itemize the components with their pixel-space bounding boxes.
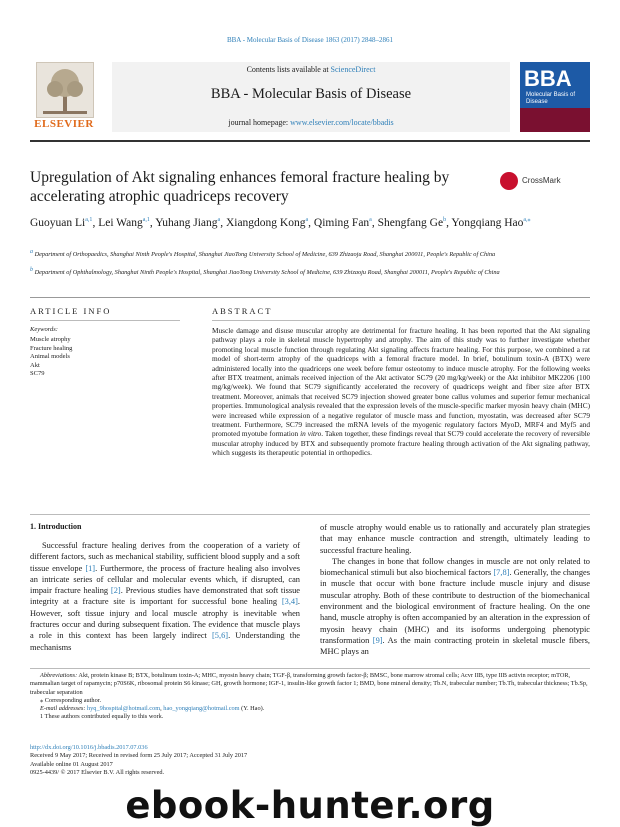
abstract-heading: ABSTRACT bbox=[212, 306, 273, 316]
contents-prefix: Contents lists available at bbox=[246, 65, 331, 74]
intro-left-column bbox=[30, 540, 300, 653]
abstract-text: Muscle damage and disuse muscular atrophy are detrimental for fracture healing. It has been reported that the Akt signaling pathway plays a role in skeletal muscle hypertrophy and atrophy. The aim of this study was to further investigate whether promoting local muscle function through regulating Akt signaling affects fracture healing. For this purpose, we combined a rat model of short-term atrophy of the quadriceps with a femoral fracture model. In brief, botulinum toxin-A (BTX) were administered locally into the quadriceps one week before femur osteotomy to induce muscle atrophy. For the following weeks after BTX treatment, animals received injection of the Akt activator SC79 (20 mg/kg/week) or the Akt inhibitor MK2206 (100 mg/kg/week). We found that SC79 significantly accelerated the recovery of quadriceps weight and fiber size after BTX treatment. Moreover, animals that received SC79 injection showed greater bone callus volumes and superior femur mechanical properties. Immunological analysis revealed that the expression levels of the muscle-specific marker myosin heavy chain (MHC) were increased while expression of a negative regulator of muscle mass and function, myostatin, was decreased after SC79 treatment. Furthermore, SC79 increased the mRNA levels of the myogenic regulatory factors MyoD, MRF4 and Myf5 and promoted myotube formation in vitro. Taken together, these findings reveal that SC79 could accelerate the recovery of reversible muscular atrophy induced by BTX and subsequently promote fracture healing through activation of the Akt signaling pathway, which suggests its therapeutic potential in orthopedics. bbox=[212, 326, 590, 458]
affiliation-b: $^b$ Department of Ophthalmology, Shanghai Ninth People's Hospital, Shanghai JiaoTong University School of Medicine, 639 Zhizaoju Road, Shanghai 200011, People's Republic of China bbox=[30, 267, 500, 277]
sciencedirect-link[interactable]: ScienceDirect bbox=[330, 65, 376, 74]
author[interactable]: Yongqiang Hao$^{a,⁎}$ bbox=[451, 216, 531, 229]
footnotes bbox=[30, 672, 590, 722]
article-title: Upregulation of Akt signaling enhances femoral fracture healing by accelerating atrophic quadriceps recovery bbox=[30, 169, 450, 205]
citation-ref[interactable]: [3,4] bbox=[281, 597, 298, 607]
intro-right-column bbox=[320, 522, 590, 658]
header-divider bbox=[30, 140, 590, 142]
article-info-heading: ARTICLE INFO bbox=[30, 306, 112, 316]
crossmark-badge[interactable] bbox=[500, 172, 590, 192]
affiliation-a: $^a$ Department of Orthopaedics, Shanghai Ninth People's Hospital, Shanghai JiaoTong University School of Medicine, 639 Zhizaoju Road, Shanghai 200011, People's Republic of China bbox=[30, 249, 496, 259]
publisher-wordmark: ELSEVIER bbox=[34, 118, 94, 130]
author[interactable]: Yuhang Jiang$^a$, bbox=[155, 216, 226, 229]
keyword: SC79 bbox=[30, 370, 45, 378]
email-link[interactable]: hyq_9hospital@hotmail.com bbox=[87, 705, 161, 713]
keyword: Akt bbox=[30, 361, 40, 369]
cover-graphic bbox=[520, 108, 590, 132]
citation-ref[interactable]: [2] bbox=[110, 586, 121, 596]
author[interactable]: Qiming Fan$^a$, bbox=[313, 216, 378, 229]
publication-info bbox=[30, 744, 330, 777]
keywords-divider bbox=[30, 320, 180, 321]
citation-ref[interactable]: [7,8] bbox=[493, 568, 510, 578]
copyright: 0925-4439/ © 2017 Elsevier B.V. All rights reserved. bbox=[30, 768, 165, 776]
cover-subtitle: Molecular Basis of Disease bbox=[526, 92, 576, 105]
contents-line bbox=[112, 65, 510, 74]
affiliation-divider bbox=[30, 297, 590, 298]
equal-contribution-footnote: 1 These authors contributed equally to this work. bbox=[40, 713, 164, 721]
email-footnote: E-mail addresses: hyq_9hospital@hotmail.com, hao_yongqiang@hotmail.com (Y. Hao). bbox=[40, 705, 265, 713]
journal-cover-image bbox=[520, 62, 590, 132]
corresponding-footnote: ⁎ Corresponding author. bbox=[40, 696, 102, 704]
masthead-center bbox=[112, 62, 510, 132]
author[interactable]: Xiangdong Kong$^a$, bbox=[225, 216, 314, 229]
citation-ref[interactable]: [9] bbox=[372, 635, 383, 645]
footnote-divider bbox=[30, 668, 590, 669]
crossmark-icon bbox=[500, 172, 518, 190]
received-dates: Received 9 May 2017; Received in revised form 25 July 2017; Accepted 31 July 2017 bbox=[30, 752, 248, 760]
abstract-divider bbox=[212, 320, 590, 321]
email-link[interactable]: hao_yongqiang@hotmail.com bbox=[163, 705, 240, 713]
intro-paragraph: of muscle atrophy would enable us to rationally and accurately plan strategies that may enhance muscle contraction and strength, ultimately leading to successful fracture healing. bbox=[320, 523, 590, 555]
online-date: Available online 01 August 2017 bbox=[30, 760, 113, 768]
journal-masthead bbox=[30, 62, 590, 132]
elsevier-logo bbox=[30, 62, 98, 132]
citation-ref[interactable]: [1] bbox=[85, 563, 96, 573]
intro-paragraph: Successful fracture healing derives from the cooperation of a variety of different factors, such as mechanical stability, sufficient blood supply and a soft tissue envelope [1]. Furthermore, the process of fracture healing also involves an intricate series of cellular and molecular events which, if disrupted, can impair fracture healing [2]. Previous studies have demonstrated that soft tissue integrity at a fracture site is important for successful bone healing [3,4]. However, soft tissue injury and local muscle atrophy is inevitable when fractures occur and during subsequent fixation. The evidence that muscle plays a role in this context has been largely indirect [5,6]. Understanding the mechanisms bbox=[30, 541, 301, 652]
introduction-heading: 1. Introduction bbox=[30, 522, 82, 531]
abbreviations-footnote: Abbreviations: Akt, protein kinase B; BTX, botulinum toxin-A; MHC, myosin heavy chain; TGF-β, transforming growth factor-β; BMSC, bone marrow stromal cells; Acvr IIB, type IIB activin receptor; mTOR, mammalian target of rapamycin; p70S6K, ribosomal protein S6 kinase; GH, growth hormone; IGF-1, insulin-like growth factor 1; BMD, bone mineral density; Tb.N, trabecular number; Tb.Th, trabecular thickness; Tb.Sp, trabecular separation bbox=[30, 672, 588, 696]
homepage-line bbox=[112, 118, 510, 127]
watermark-text: ebook-hunter.org bbox=[125, 784, 495, 827]
author[interactable]: Shengfang Ge$^b$, bbox=[377, 216, 452, 229]
cover-title: BBA bbox=[524, 66, 572, 91]
homepage-link[interactable]: www.elsevier.com/locate/bbadis bbox=[290, 118, 394, 127]
author[interactable]: Guoyuan Li$^{a,1}$, bbox=[30, 216, 99, 229]
citation-ref[interactable]: [5,6] bbox=[212, 631, 229, 641]
crossmark-label: CrossMark bbox=[522, 176, 561, 185]
tree-logo-icon bbox=[36, 62, 94, 118]
homepage-prefix: journal homepage: bbox=[228, 118, 291, 127]
doi-link[interactable]: http://dx.doi.org/10.1016/j.bbadis.2017.07.036 bbox=[30, 744, 148, 751]
keywords-list bbox=[30, 336, 72, 379]
keyword: Animal models bbox=[30, 353, 70, 361]
journal-title: BBA - Molecular Basis of Disease bbox=[210, 86, 412, 102]
author[interactable]: Lei Wang$^{a,1}$, bbox=[98, 216, 156, 229]
intro-paragraph: The changes in bone that follow changes in muscle are not only related to biomechanical stimuli but also biochemical factors [7,8]. Generally, the changes in muscle that occur with bone fracture include muscle injury and disuse muscular atrophy. Both of these contribute to destruction of the biomechanical environment and the biological environment of fracture healing. On the one hand, muscle atrophy is often accompanied by an alteration in the expression of myosin heavy chain (MHC) and its isoforms undergoing phenotypic transformation [9]. As the main contracting protein in skeletal muscle fibers, MHC plays an bbox=[320, 556, 590, 657]
keyword: Fracture healing bbox=[30, 344, 73, 352]
author-list bbox=[30, 212, 590, 232]
abstract-bottom-divider bbox=[30, 514, 590, 515]
journal-citation-link[interactable]: BBA - Molecular Basis of Disease 1863 (2017) 2848–2861 bbox=[226, 36, 394, 44]
keyword: Muscle atrophy bbox=[30, 336, 71, 343]
keywords-label: Keywords: bbox=[30, 326, 58, 333]
